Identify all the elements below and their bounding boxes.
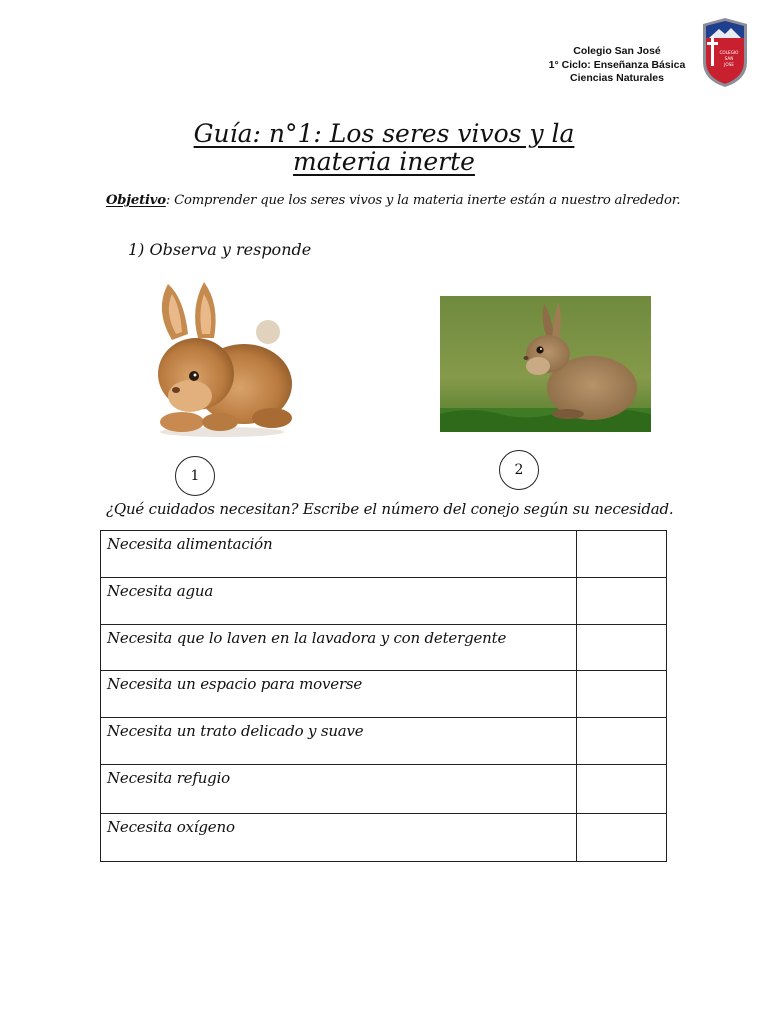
answer-cell[interactable] [577, 765, 667, 814]
rabbit-number-2: 2 [499, 450, 539, 490]
real-rabbit-photo [440, 296, 651, 432]
answer-cell[interactable] [577, 578, 667, 625]
table-row [101, 765, 667, 814]
need-label: Necesita oxígeno [101, 814, 577, 862]
crest-text-1: COLEGIO [719, 50, 739, 55]
need-label: Necesita alimentación [101, 531, 577, 578]
page-title-text-1: Guía: n°1: Los seres vivos y la [193, 119, 575, 148]
need-label: Necesita agua [101, 578, 577, 625]
answer-cell[interactable] [577, 531, 667, 578]
crest-text-2: SAN [724, 56, 734, 61]
answer-cell[interactable] [577, 625, 667, 671]
need-label: Necesita que lo laven en la lavadora y con detergente [101, 625, 577, 671]
needs-table [100, 530, 667, 862]
plush-rabbit-image [146, 272, 298, 442]
page-title-text-2: materia inerte [293, 147, 475, 176]
instruction: 1) Observa y responde [128, 240, 312, 259]
school-subject: Ciencias Naturales [570, 72, 664, 84]
page-title-line-1 [0, 119, 768, 148]
table-row [101, 718, 667, 765]
table-row [101, 814, 667, 862]
page-title-line-2 [0, 147, 768, 176]
answer-cell[interactable] [577, 671, 667, 718]
school-cycle: 1° Ciclo: Enseñanza Básica [548, 58, 686, 71]
need-label: Necesita refugio [101, 765, 577, 814]
table-row [101, 578, 667, 625]
objective-label: Objetivo [106, 193, 166, 208]
school-crest-icon [701, 18, 749, 88]
table-row [101, 531, 667, 578]
need-label: Necesita un espacio para moverse [101, 671, 577, 718]
table-row [101, 625, 667, 671]
answer-cell[interactable] [577, 718, 667, 765]
school-info [532, 45, 702, 86]
rabbit-number-1: 1 [175, 456, 215, 496]
need-label: Necesita un trato delicado y suave [101, 718, 577, 765]
objective [106, 193, 706, 208]
crest-text-3: JOSE [724, 62, 734, 67]
answer-cell[interactable] [577, 814, 667, 862]
objective-text: : Comprender que los seres vivos y la materia inerte están a nuestro alrededor. [165, 193, 681, 208]
table-row [101, 671, 667, 718]
question: ¿Qué cuidados necesitan? Escribe el número del conejo según su necesidad. [106, 500, 674, 518]
school-name: Colegio San José [573, 45, 661, 57]
